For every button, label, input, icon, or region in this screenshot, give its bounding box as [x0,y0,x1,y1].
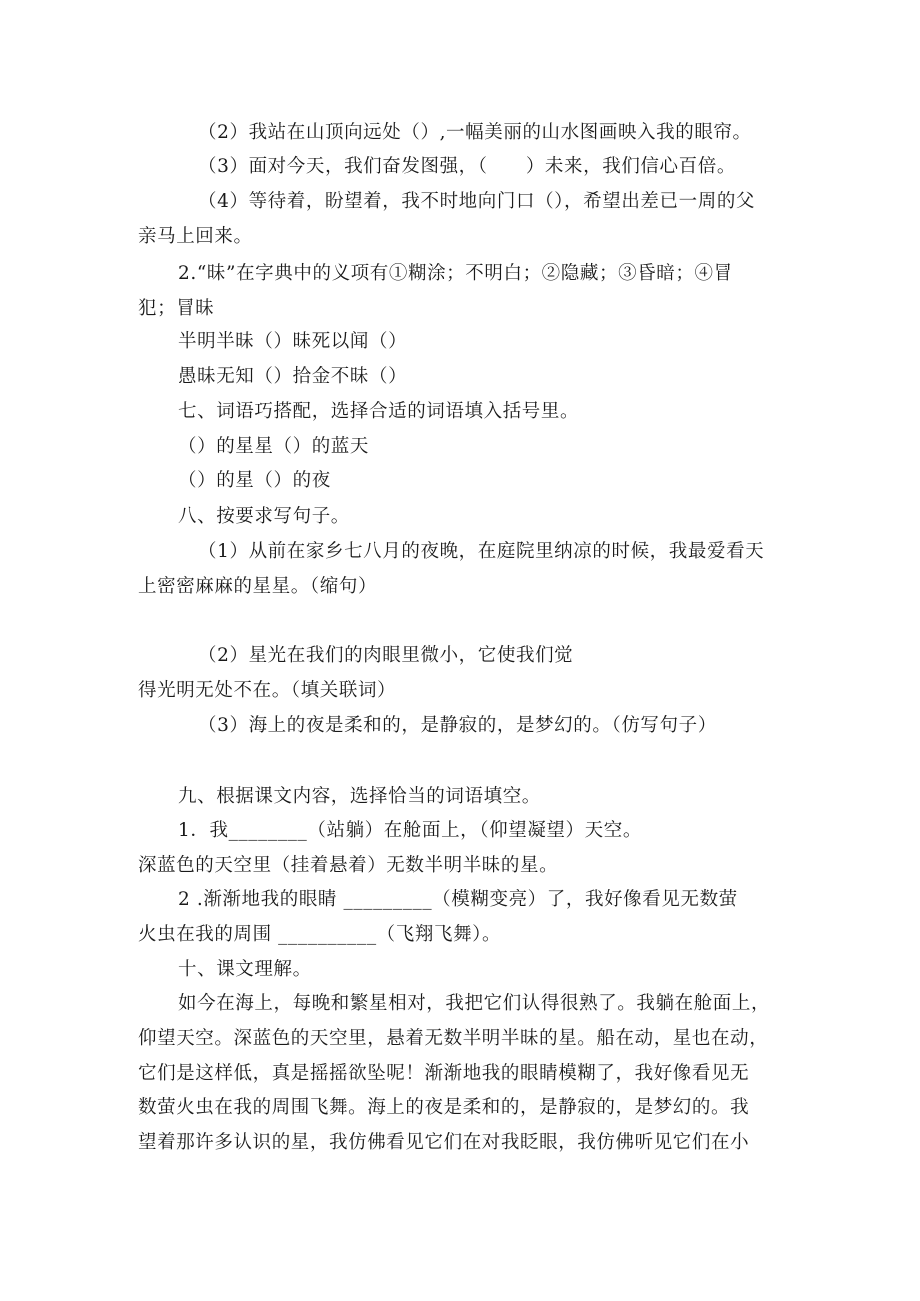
fill-blank-2-line-1: 2 .渐渐地我的眼睛 _________（模糊变亮）了，我好像看见无数萤 [178,889,738,910]
word-match-row-1: （）的星星（）的蓝天 [178,436,370,457]
rewrite-2-line-2: 得光明无处不在。（填关联词） [138,680,397,701]
fill-blank-2-line-2: 火虫在我的周围 __________（飞翔飞舞）。 [138,924,502,945]
rewrite-1-line-1: （1）从前在家乡七八月的夜晚，在庭院里纳凉的时候，我最爱看天 [198,541,765,562]
passage-line-1: 如今在海上，每晚和繁星相对，我把它们认得很熟了。我躺在舱面上， [178,993,771,1014]
question-4-sentence-line-1: （4）等待着，盼望着，我不时地向门口（），希望出差已一周的父 [198,191,756,212]
question-3-sentence: （3）面对今天，我们奋发图强，（ ）未来，我们信心百倍。 [198,156,736,177]
passage-line-3: 它们是这样低，真是摇摇欲坠呢！渐渐地我的眼睛模糊了，我好像看见无 [138,1063,750,1084]
mei-definition-line-1: 2.“昧”在字典中的义项有①糊涂；不明白；②隐藏；③昏暗；④冒 [178,263,733,284]
question-2-sentence: （2）我站在山顶向远处（）,一幅美丽的山水图画映入我的眼帘。 [198,122,752,143]
section-9-heading: 九、根据课文内容，选择恰当的词语填空。 [178,786,541,807]
passage-line-5: 望着那许多认识的星，我仿佛看见它们在对我眨眼，我仿佛听见它们在小 [138,1132,750,1153]
passage-line-2: 仰望天空。深蓝色的天空里，悬着无数半明半昧的星。船在动，星也在动， [138,1028,769,1049]
section-8-heading: 八、按要求写句子。 [178,506,350,527]
mei-idioms-row-1: 半明半昧（）昧死以闻（） [178,331,408,352]
fill-blank-1-line-1: 1．我________（站躺）在舱面上，（仰望凝望）天空。 [178,820,642,841]
passage-line-4: 数萤火虫在我的周围飞舞。海上的夜是柔和的，是静寂的，是梦幻的。我 [138,1097,750,1118]
rewrite-1-line-2: 上密密麻麻的星星。（缩句） [138,576,378,597]
section-10-heading: 十、课文理解。 [178,959,312,980]
rewrite-3: （3）海上的夜是柔和的，是静寂的，是梦幻的。（仿写句子） [198,715,717,736]
rewrite-2-line-1: （2）星光在我们的肉眼里微小，它使我们觉 [198,645,574,666]
word-match-row-2: （）的星（）的夜 [178,470,331,491]
fill-blank-1-line-2: 深蓝色的天空里（挂着悬着）无数半明半昧的星。 [138,855,559,876]
mei-definition-line-2: 犯；冒昧 [138,298,215,319]
mei-idioms-row-2: 愚昧无知（）拾金不昧（） [178,366,408,387]
question-4-sentence-line-2: 亲马上回来。 [138,226,253,247]
section-7-heading: 七、词语巧搭配，选择合适的词语填入括号里。 [178,401,580,422]
